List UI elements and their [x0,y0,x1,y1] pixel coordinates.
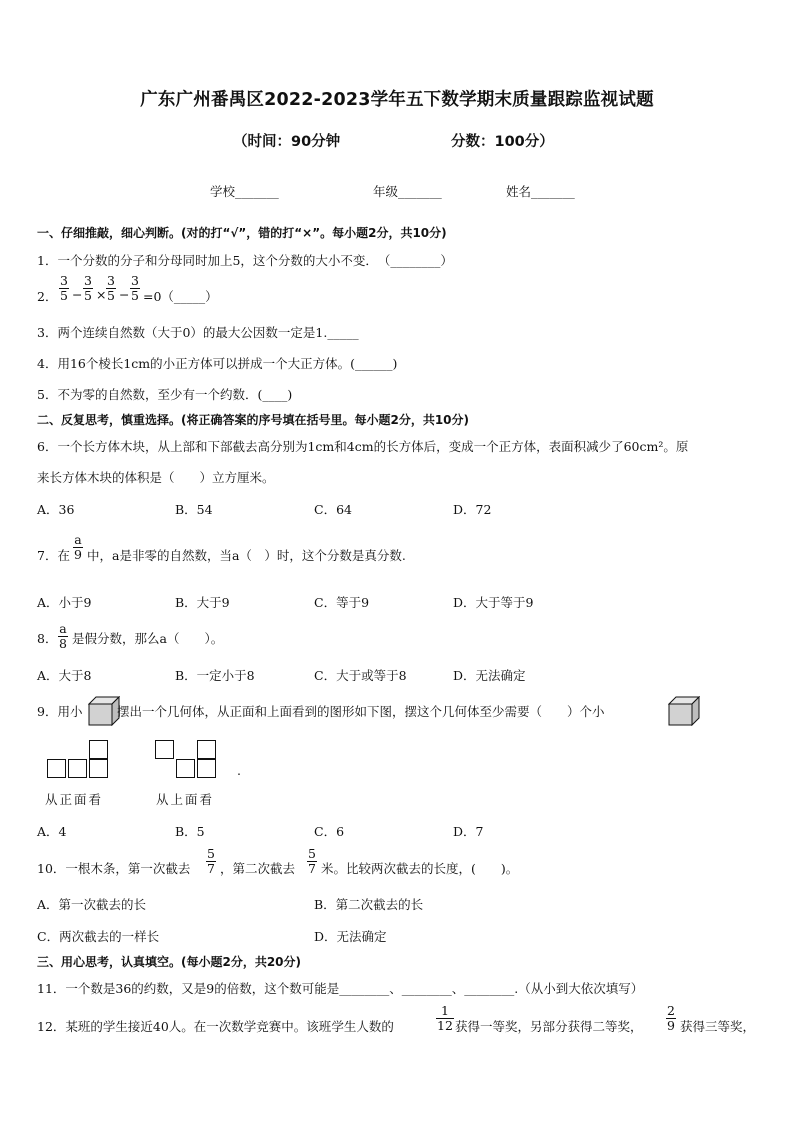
question-1: 1．一个分数的分子和分母同时加上5，这个分数的大小不变． （________） [37,253,453,268]
option-d[interactable]: D．72 [453,502,492,517]
grid-cell [176,759,195,778]
option-b[interactable]: B．5 [175,824,205,839]
option-b[interactable]: B．一定小于8 [175,668,255,683]
option-c[interactable]: C．等于9 [314,595,370,610]
option-c[interactable]: C．64 [314,502,352,517]
grid-cell [68,759,87,778]
question-8-prefix: 8． [37,631,58,646]
grid-cell [197,740,216,759]
cube-icon [88,696,120,726]
times-sign: × [96,287,107,302]
fraction: $\frac{3}{5}$ [60,273,68,303]
question-10-text: 米。比较两次截去的长度，( )。 [321,861,519,876]
option-d[interactable]: D．7 [453,824,484,839]
minus-sign: − [119,287,130,302]
option-a[interactable]: A．4 [37,824,67,839]
grid-cell [89,759,108,778]
question-2-number: 2． [37,289,58,304]
question-7-text: 中，a是非零的自然数，当a（ ）时，这个分数是真分数. [87,548,406,563]
front-view-caption: 从正面看 [45,792,104,807]
grid-cell [89,740,108,759]
grid-cell [155,740,174,759]
page-title: 广东广州番禺区2022-2023学年五下数学期末质量跟踪监视试题 [140,90,654,110]
fraction: $\frac{a}{8}$ [59,621,67,651]
question-8-text: 是假分数，那么a（ ）。 [72,631,224,646]
cube-icon [668,696,700,726]
top-view-caption: 从上面看 [156,792,215,807]
school-field[interactable]: 学校_______ [210,184,279,199]
option-a[interactable]: A．大于8 [37,668,92,683]
question-6-line-1: 6．一个长方体木块，从上部和下部截去高分别为1cm和4cm的长方体后，变成一个正方体，表面积减少了60cm²。原 [37,439,689,454]
option-c[interactable]: C．大于或等于8 [314,668,407,683]
question-7-prefix: 7．在 [37,548,70,563]
question-12-text: 获得三等奖， [680,1019,756,1034]
question-12-prefix: 12．某班的学生接近40人。在一次数学竞赛中。该班学生人数的 [37,1019,394,1034]
option-b[interactable]: B．54 [175,502,213,517]
option-a[interactable]: A．36 [37,502,75,517]
fraction: $\frac{5}{7}$ [308,846,316,876]
question-9-text: 摆出一个几何体，从正面和上面看到的图形如下图，摆这个几何体至少需要（ ）个小 [117,704,605,719]
minus-sign: − [72,287,83,302]
option-a[interactable]: A．小于9 [37,595,92,610]
option-c[interactable]: C．6 [314,824,345,839]
question-2-tail: =0（_____） [143,289,218,304]
fraction: $\frac{5}{7}$ [207,846,215,876]
name-field[interactable]: 姓名_______ [506,184,575,199]
question-4: 4．用16个棱长1cm的小正方体可以拼成一个大正方体。(______) [37,356,398,371]
question-10-middle: ，第二次截去 [220,861,296,876]
fraction: $\frac{3}{5}$ [84,273,92,303]
question-10-prefix: 10．一根木条，第一次截去 [37,861,191,876]
fraction: $\frac{2}{9}$ [667,1003,675,1033]
section-2-heading: 二、反复思考，慎重选择。(将正确答案的序号填在括号里。每小题2分，共10分) [37,413,470,427]
fraction: $\frac{1}{12}$ [437,1003,453,1033]
grid-cell [197,759,216,778]
fraction: $\frac{a}{9}$ [74,532,82,562]
option-c[interactable]: C．两次截去的一样长 [37,929,160,944]
score-info: 分数：100分） [451,134,554,150]
option-b[interactable]: B．第二次截去的长 [314,897,424,912]
grade-field[interactable]: 年级_______ [373,184,442,199]
option-a[interactable]: A．第一次截去的长 [37,897,147,912]
front-view-figure [47,740,109,780]
question-11: 11．一个数是36的约数，又是9的倍数，这个数可能是________、________、________.（从小到大依次填写） [37,981,644,996]
time-info: （时间：90分钟 [233,134,341,150]
option-b[interactable]: B．大于9 [175,595,230,610]
question-6-line-2: 来长方体木块的体积是（ ）立方厘米。 [37,470,275,485]
question-3: 3．两个连续自然数（大于0）的最大公因数一定是1._____ [37,325,359,340]
option-d[interactable]: D．无法确定 [453,668,526,683]
section-3-heading: 三、用心思考，认真填空。(每小题2分，共20分) [37,955,302,969]
fraction: $\frac{3}{5}$ [131,273,139,303]
option-d[interactable]: D．无法确定 [314,929,387,944]
section-1-heading: 一、仔细推敲，细心判断。(对的打“√”，错的打“×”。每小题2分，共10分) [37,226,447,240]
option-d[interactable]: D．大于等于9 [453,595,534,610]
top-view-figure [155,740,217,780]
question-9-prefix: 9．用小 [37,704,83,719]
question-5: 5．不为零的自然数，至少有一个约数．(____) [37,387,293,402]
grid-cell [47,759,66,778]
period: . [237,763,241,778]
fraction: $\frac{3}{5}$ [107,273,115,303]
question-12-middle: 获得一等奖，另部分获得二等奖， [455,1019,643,1034]
